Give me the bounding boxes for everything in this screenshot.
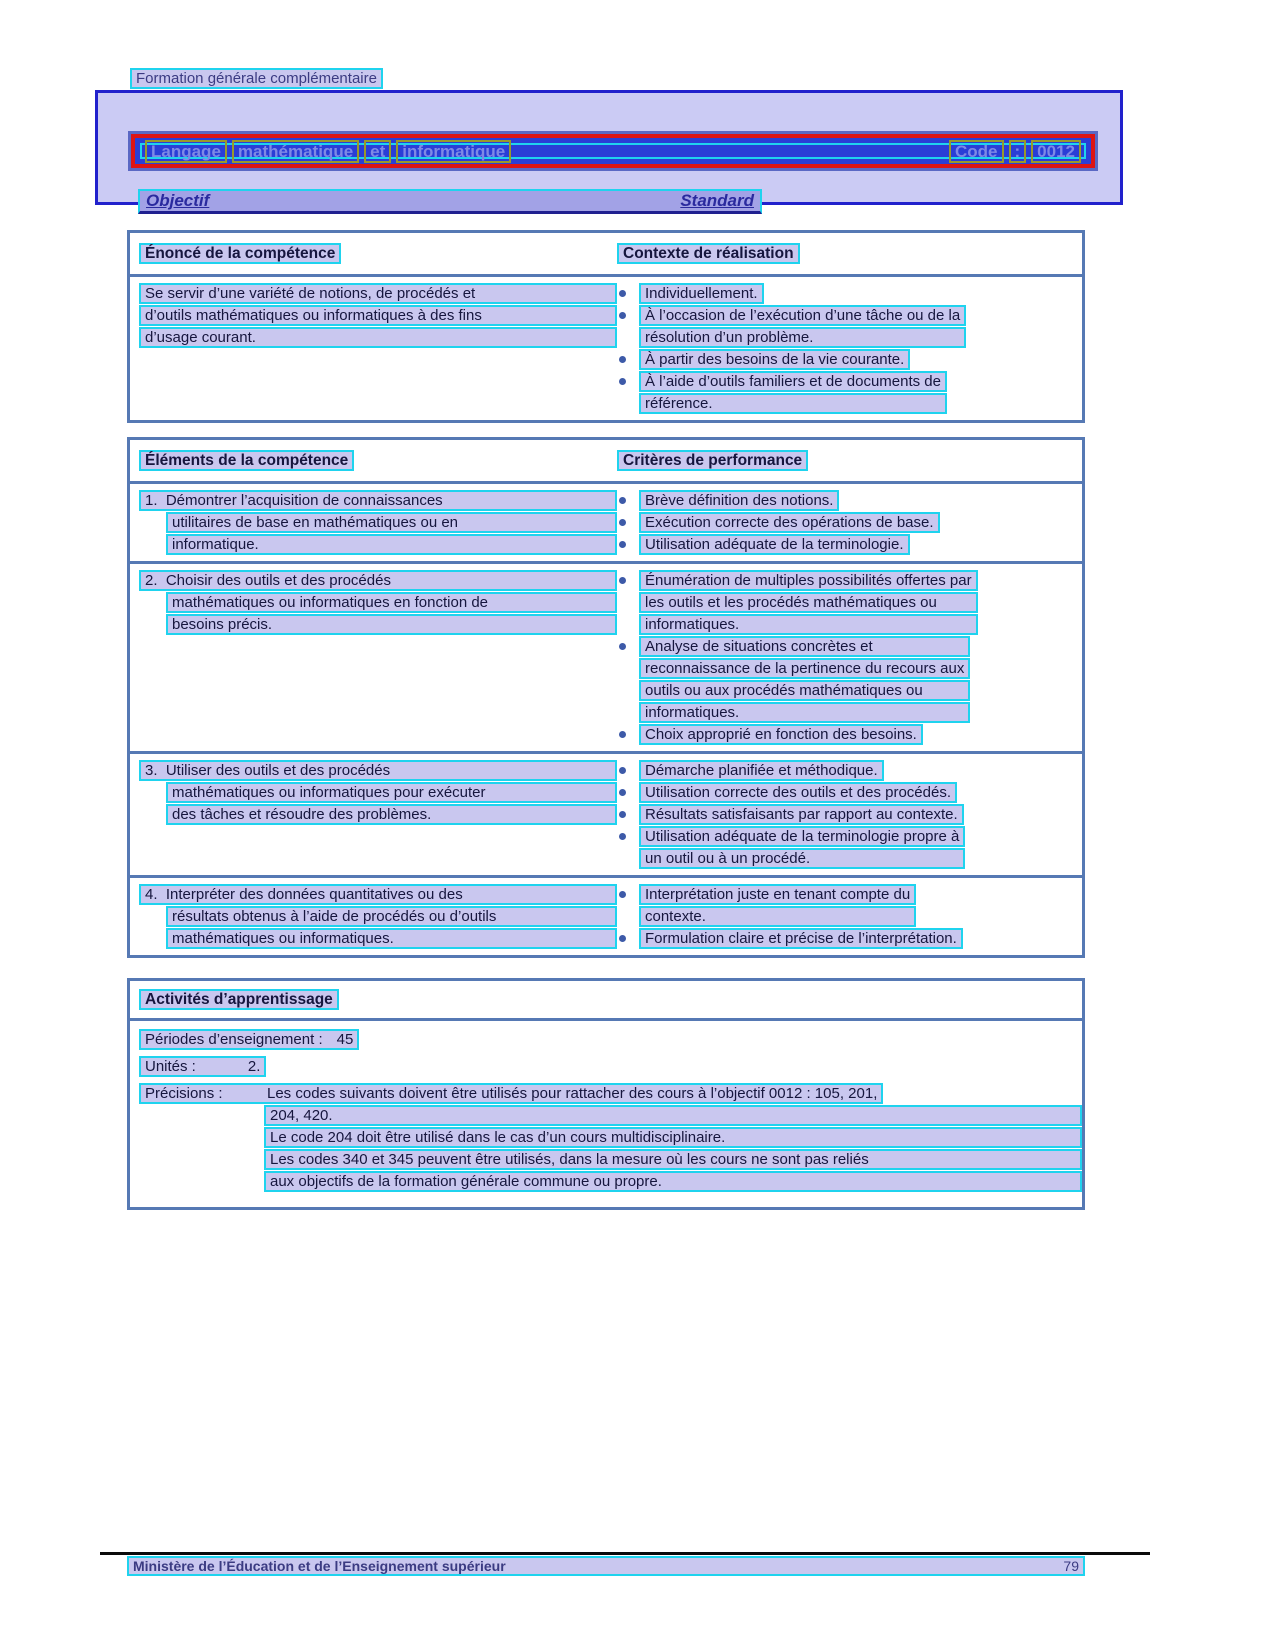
precisions-line: Les codes suivants doivent être utilisés pour rattacher des cours à l’objectif 0012 : 105, 201, <box>267 1085 878 1102</box>
activites-title: Activités d’apprentissage <box>139 989 339 1010</box>
bullet-line: référence. <box>639 393 947 414</box>
precisions-line: Les codes 340 et 345 peuvent être utilisés, dans la mesure où les cours ne sont pas reliés <box>264 1149 1082 1170</box>
element-line: 2. Choisir des outils et des procédés <box>139 570 617 591</box>
bullet-line: Individuellement. <box>639 283 764 304</box>
precisions-continuation <box>139 1105 1082 1192</box>
bullet-icon <box>619 767 626 774</box>
bullet-icon <box>619 789 626 796</box>
bullet-line: les outils et les procédés mathématiques ou <box>639 592 978 613</box>
code-colon: : <box>1009 140 1027 163</box>
banner-row <box>135 138 1091 164</box>
code-label: Code <box>949 140 1004 163</box>
course-banner-frame <box>128 131 1098 171</box>
banner-word: informatique <box>396 140 511 163</box>
element-cell <box>139 884 617 950</box>
element-line: des tâches et résoudre des problèmes. <box>166 804 617 825</box>
bullet-line: Choix approprié en fonction des besoins. <box>639 724 923 745</box>
bullet-icon <box>619 731 626 738</box>
bullet-line: Interprétation juste en tenant compte du <box>639 884 916 905</box>
element-cell <box>139 570 617 746</box>
bullet-line: Résultats satisfaisants par rapport au contexte. <box>639 804 964 825</box>
element-line: mathématiques ou informatiques pour exécuter <box>166 782 617 803</box>
activites-body <box>130 1021 1082 1207</box>
banner-word: et <box>364 140 391 163</box>
bullet-line: Analyse de situations concrètes et <box>639 636 970 657</box>
bullet-item <box>617 782 1076 804</box>
element-line: besoins précis. <box>166 614 617 635</box>
element-row-4 <box>130 875 1082 955</box>
criteres-cell <box>617 884 1082 950</box>
statement-line: d’usage courant. <box>139 327 617 348</box>
bullet-icon <box>619 577 626 584</box>
bullet-line: outils ou aux procédés mathématiques ou <box>639 680 970 701</box>
bullet-item <box>617 760 1076 782</box>
bullet-icon <box>619 643 626 650</box>
enonce-cell <box>139 283 617 415</box>
footer-rule <box>100 1552 1150 1555</box>
col-header-enonce: Énoncé de la compétence <box>139 243 341 264</box>
bullet-item <box>617 928 1076 950</box>
element-line: 1. Démontrer l’acquisition de connaissances <box>139 490 617 511</box>
bullet-icon <box>619 290 626 297</box>
bullet-item <box>617 305 1076 349</box>
precisions-line: Le code 204 doit être utilisé dans le cas d’un cours multidisciplinaire. <box>264 1127 1082 1148</box>
unites-row <box>139 1056 1082 1078</box>
bullet-item <box>617 636 1076 724</box>
statement-line: Se servir d’une variété de notions, de procédés et <box>139 283 617 304</box>
periodes-field <box>139 1029 359 1050</box>
table2-header-row <box>130 440 1082 484</box>
precisions-line: 204, 420. <box>264 1105 1082 1126</box>
objectif-standard-strip <box>138 189 762 214</box>
bullet-item <box>617 371 1076 415</box>
bullet-line: Démarche planifiée et méthodique. <box>639 760 884 781</box>
bullet-icon <box>619 312 626 319</box>
bullet-icon <box>619 378 626 385</box>
criteres-cell <box>617 490 1082 556</box>
bullet-icon <box>619 541 626 548</box>
table1-body-row <box>130 277 1082 420</box>
contexte-cell <box>617 283 1082 415</box>
bullet-item <box>617 804 1076 826</box>
table-enonce-competence <box>127 230 1085 423</box>
precisions-row <box>139 1083 1082 1192</box>
bullet-line: Exécution correcte des opérations de base. <box>639 512 940 533</box>
bullet-line: À partir des besoins de la vie courante. <box>639 349 910 370</box>
statement-line: d’outils mathématiques ou informatiques à des fins <box>139 305 617 326</box>
banner-word: Langage <box>145 140 227 163</box>
bullet-line: Utilisation adéquate de la terminologie propre à <box>639 826 965 847</box>
bullet-line: Énumération de multiples possibilités offertes par <box>639 570 978 591</box>
element-row-2 <box>130 561 1082 751</box>
bullet-line: À l’occasion de l’exécution d’une tâche ou de la <box>639 305 966 326</box>
footer-page-number: 79 <box>1063 1558 1079 1574</box>
periodes-value: 45 <box>336 1031 354 1048</box>
periodes-row <box>139 1029 1082 1051</box>
bullet-item <box>617 724 1076 746</box>
objectif-heading: Objectif <box>146 191 210 210</box>
table-elements-competence <box>127 437 1085 958</box>
bullet-item <box>617 884 1076 928</box>
precisions-line: aux objectifs de la formation générale commune ou propre. <box>264 1171 1082 1192</box>
bullet-line: Brève définition des notions. <box>639 490 839 511</box>
bullet-icon <box>619 833 626 840</box>
bullet-item <box>617 826 1076 870</box>
bullet-item <box>617 490 1076 512</box>
criteres-cell <box>617 760 1082 870</box>
unites-field <box>139 1056 266 1077</box>
page-header <box>130 68 383 90</box>
unites-label: Unités : <box>145 1058 196 1075</box>
precisions-field <box>139 1083 883 1104</box>
bullet-icon <box>619 356 626 363</box>
bullet-icon <box>619 935 626 942</box>
col-header-elements: Éléments de la compétence <box>139 450 354 471</box>
banner-title <box>145 140 511 163</box>
bullet-line: un outil ou à un procédé. <box>639 848 965 869</box>
table1-header-row <box>130 233 1082 277</box>
precisions-label: Précisions : <box>145 1085 223 1102</box>
bullet-line: contexte. <box>639 906 916 927</box>
element-line: 4. Interpréter des données quantitatives ou des <box>139 884 617 905</box>
bullet-line: À l’aide d’outils familiers et de documents de <box>639 371 947 392</box>
activites-header-row <box>130 981 1082 1021</box>
element-line: utilitaires de base en mathématiques ou en <box>166 512 617 533</box>
banner-word: mathématique <box>232 140 359 163</box>
bullet-line: Formulation claire et précise de l’interprétation. <box>639 928 963 949</box>
bullet-icon <box>619 519 626 526</box>
bullet-icon <box>619 811 626 818</box>
bullet-icon <box>619 497 626 504</box>
bullet-item <box>617 512 1076 534</box>
element-row-1 <box>130 484 1082 561</box>
element-cell <box>139 490 617 556</box>
col-header-criteres: Critères de performance <box>617 450 808 471</box>
footer-content <box>127 1556 1085 1576</box>
bullet-line: Utilisation correcte des outils et des procédés. <box>639 782 957 803</box>
bullet-item <box>617 349 1076 371</box>
standard-heading: Standard <box>680 191 754 210</box>
bullet-line: reconnaissance de la pertinence du recours aux <box>639 658 970 679</box>
criteres-cell <box>617 570 1082 746</box>
bullet-line: résolution d’un problème. <box>639 327 966 348</box>
bullet-line: informatiques. <box>639 702 970 723</box>
bullet-icon <box>619 891 626 898</box>
bullet-item <box>617 570 1076 636</box>
col-header-contexte: Contexte de réalisation <box>617 243 800 264</box>
bullet-line: Utilisation adéquate de la terminologie. <box>639 534 910 555</box>
periodes-label: Périodes d’enseignement : <box>145 1031 323 1048</box>
title-box <box>95 90 1123 210</box>
page-header-title: Formation générale complémentaire <box>130 68 383 89</box>
banner-code <box>949 140 1081 163</box>
footer-ministry: Ministère de l’Éducation et de l’Enseignement supérieur <box>133 1558 506 1574</box>
element-line: mathématiques ou informatiques en fonction de <box>166 592 617 613</box>
bullet-line: informatiques. <box>639 614 978 635</box>
table-activites <box>127 978 1085 1210</box>
bullet-item <box>617 283 1076 305</box>
element-row-3 <box>130 751 1082 875</box>
element-cell <box>139 760 617 870</box>
element-line: résultats obtenus à l’aide de procédés ou d’outils <box>166 906 617 927</box>
code-value: 0012 <box>1031 140 1081 163</box>
element-line: informatique. <box>166 534 617 555</box>
element-line: 3. Utiliser des outils et des procédés <box>139 760 617 781</box>
bullet-item <box>617 534 1076 556</box>
footer <box>127 1556 1085 1577</box>
course-banner <box>131 134 1095 168</box>
element-line: mathématiques ou informatiques. <box>166 928 617 949</box>
unites-value: 2. <box>247 1058 261 1075</box>
